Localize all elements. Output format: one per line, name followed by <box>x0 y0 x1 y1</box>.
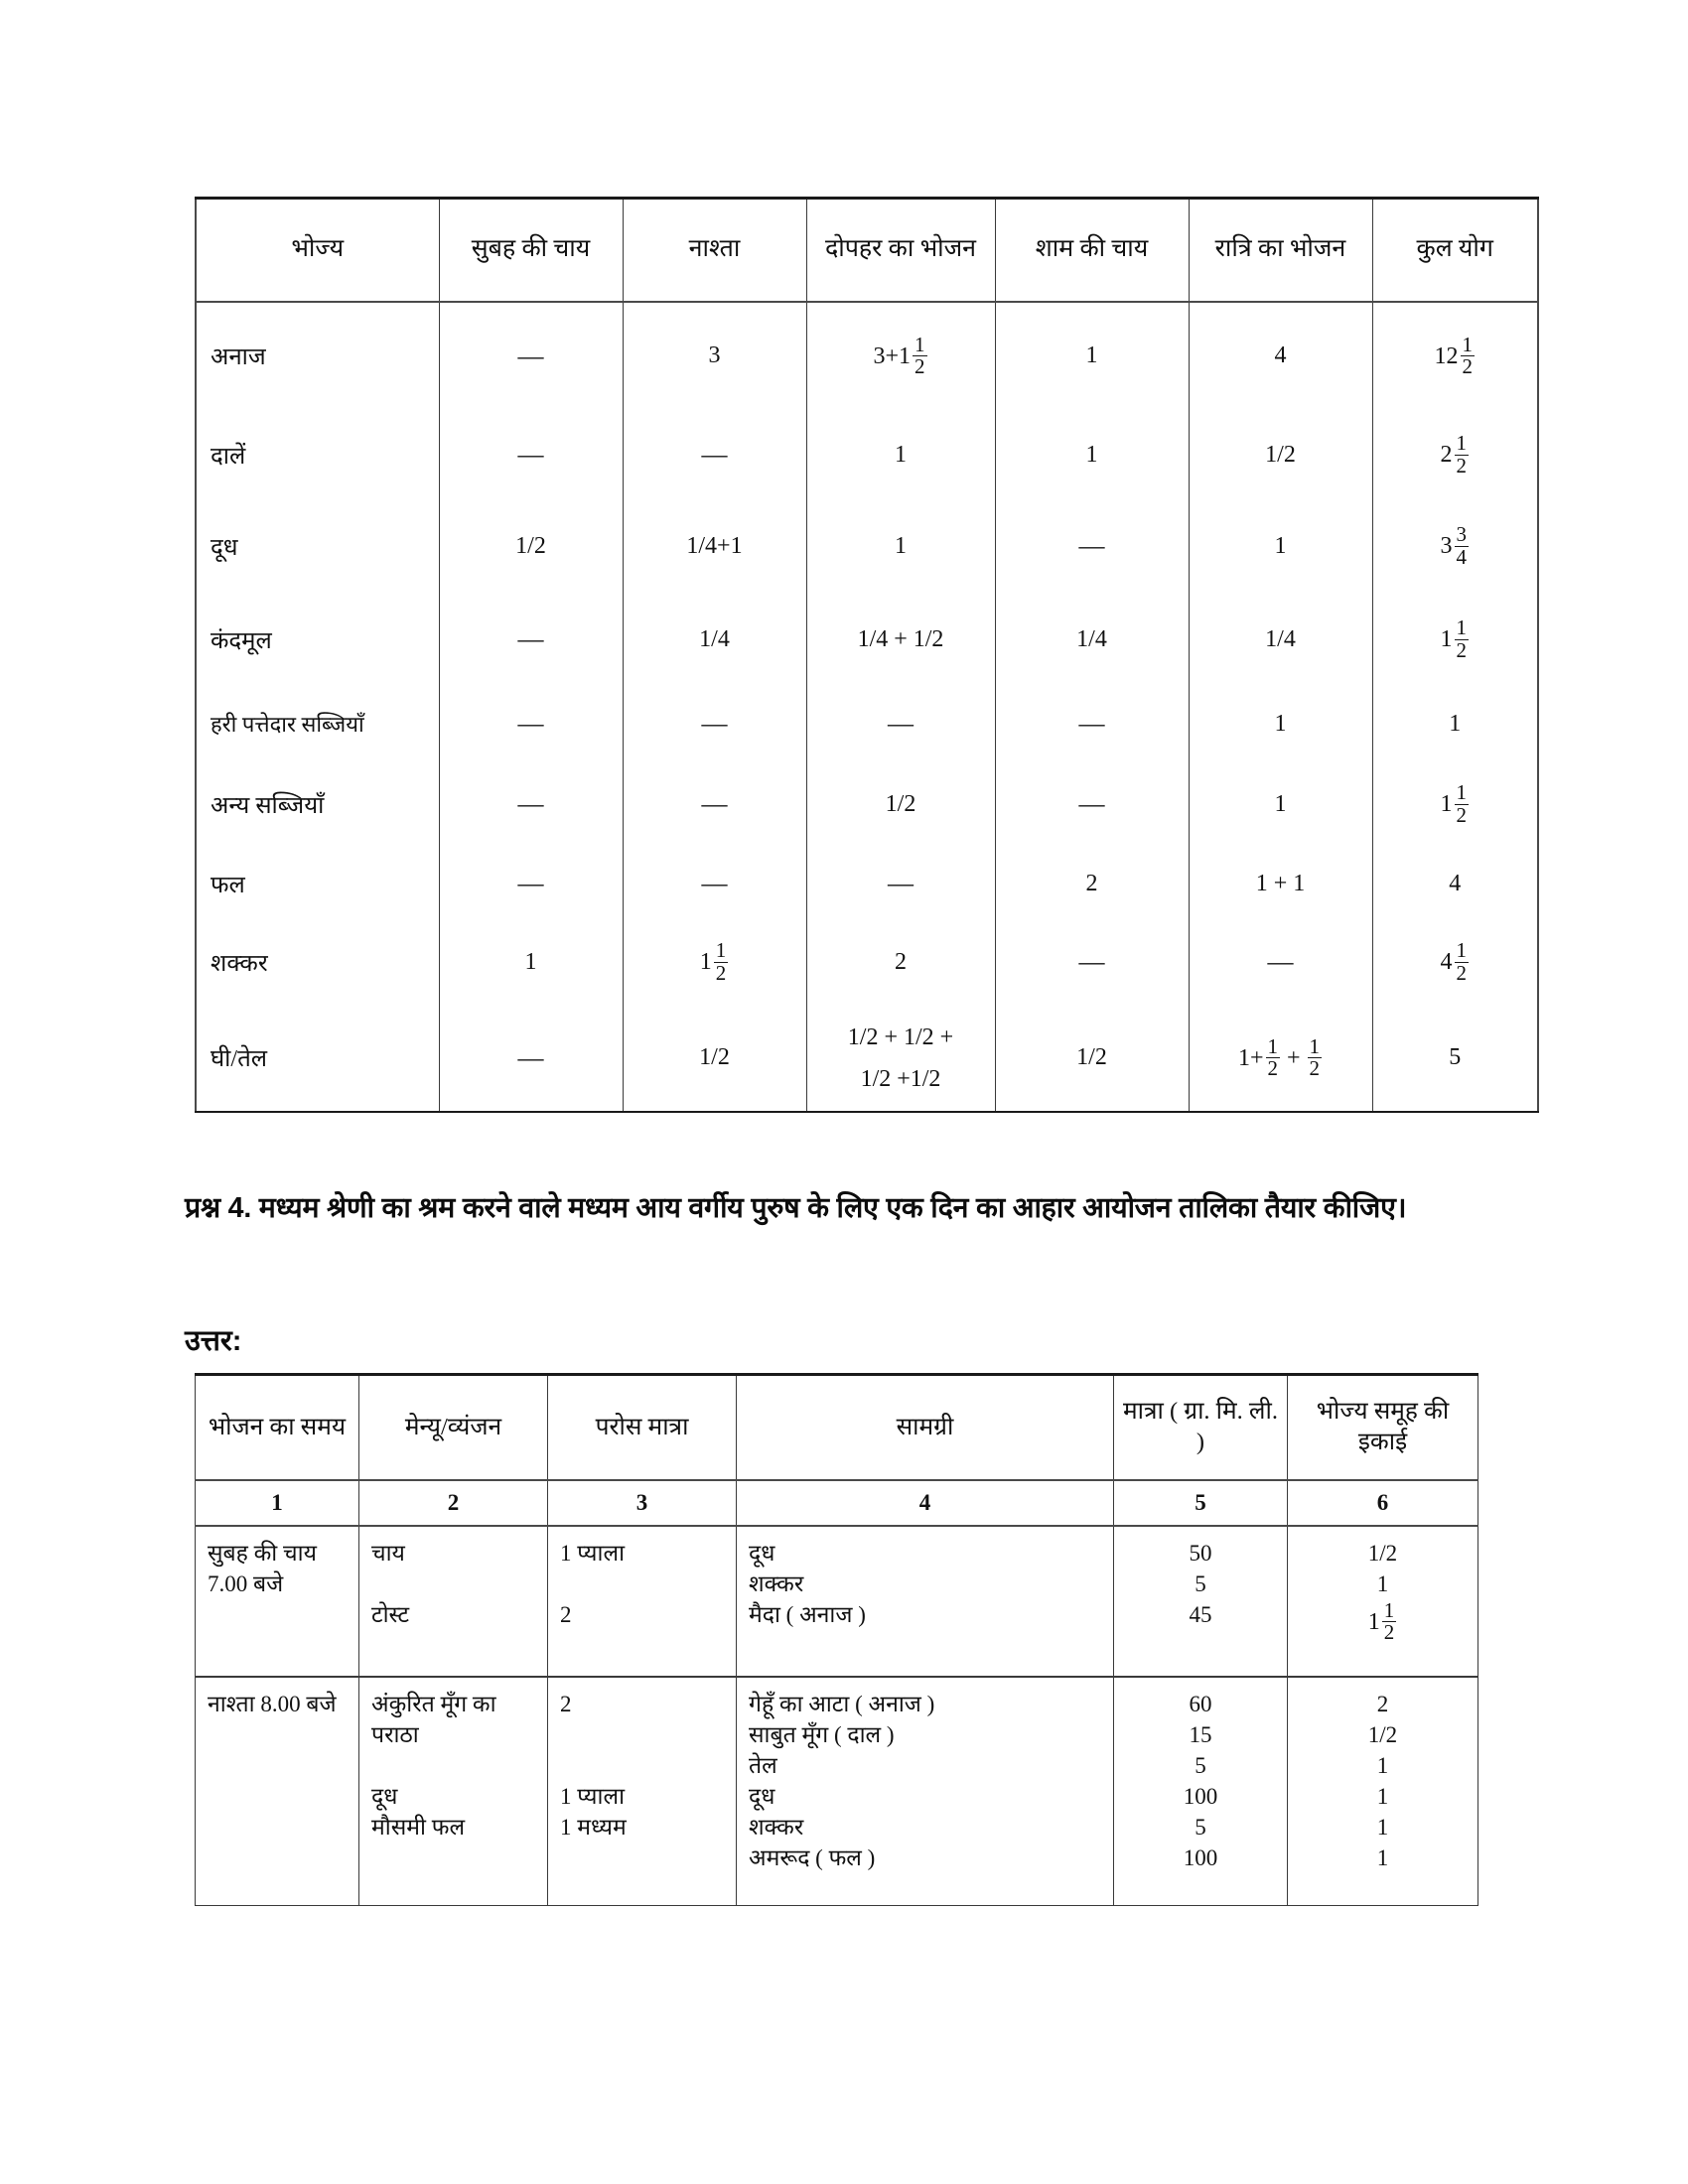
table-two-column-number-row <box>196 1480 1478 1526</box>
cell-total: 4 <box>1372 848 1538 919</box>
quantity-line: 100 <box>1183 1845 1218 1870</box>
cell-breakfast: 1/4+1 <box>623 500 806 592</box>
cell-food: दालें <box>196 409 439 500</box>
quantity-line: 15 <box>1189 1722 1212 1747</box>
serving-line-spacer <box>558 1570 736 1600</box>
cell-total: 1 $\frac{1}{2}$ <box>1372 592 1538 687</box>
cell-food: हरी पत्तेदार सब्जियाँ <box>196 687 439 760</box>
cell-food: अनाज <box>196 302 439 409</box>
serving-line: 1 मध्यम <box>560 1815 627 1840</box>
cell-menu-dish <box>359 1526 548 1677</box>
breakfast-fraction: $\frac{1}{2}$ <box>715 938 727 985</box>
meal-time-line: सुबह की चाय <box>208 1541 317 1566</box>
table-row <box>196 1526 1478 1677</box>
cell-lunch: 1 <box>806 500 995 592</box>
cell-food: घी/तेल <box>196 1005 439 1112</box>
cell-lunch <box>806 302 995 409</box>
ingredient-line: शक्कर <box>749 1815 804 1840</box>
col-header-breakfast: नाश्ता <box>623 199 806 303</box>
cell-breakfast: — <box>623 687 806 760</box>
table-row <box>196 1005 1538 1112</box>
meal-time-line: नाश्ता 8.00 बजे <box>208 1692 337 1716</box>
quantity-line: 50 <box>1189 1541 1212 1566</box>
cell-breakfast: 1/4 <box>623 592 806 687</box>
cell-menu-dish <box>359 1677 548 1905</box>
unit-line-fraction: 1 $\frac{1}{2}$ <box>1288 1600 1477 1644</box>
col-number-6: 6 <box>1288 1480 1478 1526</box>
serving-line-spacer <box>558 1751 736 1782</box>
unit-line: 1 <box>1376 1784 1389 1809</box>
table-row <box>196 500 1538 592</box>
cell-dinner: 1 <box>1189 760 1372 848</box>
table-row <box>196 919 1538 1005</box>
cell-total: 2 $\frac{1}{2}$ <box>1372 409 1538 500</box>
quantity-line: 60 <box>1189 1692 1212 1716</box>
serving-line: 2 <box>560 1692 572 1716</box>
dinner-fraction-2: $\frac{1}{2}$ <box>1309 1033 1321 1080</box>
cell-dinner: 1 + 1 <box>1189 848 1372 919</box>
table-one-header-row <box>196 199 1538 303</box>
table-two-header-row <box>196 1375 1478 1481</box>
col-header-menu-dish: मेन्यू/व्यंजन <box>359 1375 548 1481</box>
col-header-dinner: रात्रि का भोजन <box>1189 199 1372 303</box>
total-fraction: $\frac{1}{2}$ <box>1456 615 1467 662</box>
cell-morning-tea: — <box>439 1005 623 1112</box>
menu-line: अंकुरित मूँग का <box>371 1692 496 1716</box>
ingredient-line: तेल <box>749 1753 777 1778</box>
dinner-fraction-1: $\frac{1}{2}$ <box>1267 1033 1278 1080</box>
cell-dinner: 1 <box>1189 500 1372 592</box>
cell-breakfast: — <box>623 848 806 919</box>
cell-morning-tea: — <box>439 409 623 500</box>
answer-label: उत्तर: <box>185 1325 242 1357</box>
cell-evening-tea: — <box>995 919 1189 1005</box>
unit-line: 1/2 <box>1367 1541 1398 1566</box>
ingredient-line: मैदा ( अनाज ) <box>749 1602 866 1627</box>
cell-quantity <box>1114 1677 1288 1905</box>
ingredient-line: दूध <box>749 1784 775 1809</box>
food-group-distribution-table <box>195 197 1539 1113</box>
col-header-ingredients: सामग्री <box>737 1375 1114 1481</box>
cell-food: फल <box>196 848 439 919</box>
cell-evening-tea: 1 <box>995 302 1189 409</box>
cell-meal-time <box>196 1677 359 1905</box>
ingredient-line: गेहूँ का आटा ( अनाज ) <box>749 1692 935 1716</box>
col-header-serving-amount: परोस मात्रा <box>548 1375 737 1481</box>
cell-ingredients <box>737 1526 1114 1677</box>
table-row <box>196 302 1538 409</box>
cell-lunch: 1/4 + 1/2 <box>806 592 995 687</box>
cell-morning-tea: 1 <box>439 919 623 1005</box>
cell-breakfast: — <box>623 760 806 848</box>
cell-morning-tea: — <box>439 592 623 687</box>
cell-total: 12 $\frac{1}{2}$ <box>1372 302 1538 409</box>
total-fraction: $\frac{3}{4}$ <box>1456 522 1467 569</box>
diet-plan-table <box>195 1373 1478 1906</box>
cell-dinner: 1/4 <box>1189 592 1372 687</box>
cell-lunch: — <box>806 687 995 760</box>
cell-lunch: — <box>806 848 995 919</box>
table-row <box>196 687 1538 760</box>
col-header-food: भोज्य <box>196 199 439 303</box>
cell-food-group-unit <box>1288 1526 1478 1677</box>
lunch-line-2: 1/2 +1/2 <box>860 1065 941 1092</box>
cell-evening-tea: 2 <box>995 848 1189 919</box>
total-fraction: $\frac{1}{2}$ <box>1462 332 1473 378</box>
cell-morning-tea: — <box>439 760 623 848</box>
col-number-2: 2 <box>359 1480 548 1526</box>
col-header-morning-tea: सुबह की चाय <box>439 199 623 303</box>
serving-line: 1 प्याला <box>560 1784 626 1809</box>
meal-time-line: 7.00 बजे <box>208 1571 284 1596</box>
menu-line: दूध <box>371 1784 398 1809</box>
cell-food: कंदमूल <box>196 592 439 687</box>
cell-total: 3 $\frac{3}{4}$ <box>1372 500 1538 592</box>
serving-line: 2 <box>560 1602 572 1627</box>
menu-line: चाय <box>371 1541 405 1566</box>
unit-line: 1 <box>1376 1845 1389 1870</box>
cell-quantity <box>1114 1526 1288 1677</box>
cell-evening-tea: 1/2 <box>995 1005 1189 1112</box>
lunch-fraction: $\frac{1}{2}$ <box>914 332 925 378</box>
table-row <box>196 760 1538 848</box>
question-text: प्रश्न 4. मध्यम श्रेणी का श्रम करने वाले मध्यम आय वर्गीय पुरुष के लिए एक दिन का आहार आयोजन तालिका तैयार कीजिए। <box>185 1192 1407 1224</box>
lunch-line-1: 1/2 + 1/2 + <box>847 1024 954 1050</box>
cell-morning-tea: — <box>439 687 623 760</box>
cell-breakfast: 1/2 <box>623 1005 806 1112</box>
table-row <box>196 409 1538 500</box>
cell-evening-tea: — <box>995 760 1189 848</box>
quantity-line: 100 <box>1183 1784 1218 1809</box>
cell-evening-tea: 1/4 <box>995 592 1189 687</box>
lunch-prefix: 3+1 <box>873 342 912 369</box>
cell-total: 4 $\frac{1}{2}$ <box>1372 919 1538 1005</box>
cell-meal-time <box>196 1526 359 1677</box>
cell-dinner: 4 <box>1189 302 1372 409</box>
cell-total: 1 <box>1372 687 1538 760</box>
serving-line: 1 प्याला <box>560 1541 626 1566</box>
cell-dinner: 1 <box>1189 687 1372 760</box>
col-number-5: 5 <box>1114 1480 1288 1526</box>
cell-lunch: 2 <box>806 919 995 1005</box>
cell-morning-tea: — <box>439 302 623 409</box>
col-header-lunch: दोपहर का भोजन <box>806 199 995 303</box>
cell-total: 5 <box>1372 1005 1538 1112</box>
unit-line: 1 <box>1376 1815 1389 1840</box>
cell-breakfast: 3 <box>623 302 806 409</box>
quantity-line: 5 <box>1195 1571 1206 1596</box>
cell-evening-tea: — <box>995 687 1189 760</box>
total-fraction: $\frac{1}{2}$ <box>1456 938 1467 985</box>
table-row <box>196 592 1538 687</box>
cell-evening-tea: — <box>995 500 1189 592</box>
col-number-4: 4 <box>737 1480 1114 1526</box>
menu-line: मौसमी फल <box>371 1815 466 1840</box>
table-row <box>196 848 1538 919</box>
unit-line: 1 <box>1376 1753 1389 1778</box>
menu-line-spacer <box>369 1570 547 1600</box>
col-header-food-group-unit: भोज्य समूह की इकाई <box>1288 1375 1478 1481</box>
col-number-1: 1 <box>196 1480 359 1526</box>
unit-fraction: $\frac{1}{2}$ <box>1383 1598 1395 1645</box>
menu-line-spacer <box>369 1751 547 1782</box>
cell-morning-tea: — <box>439 848 623 919</box>
cell-food: शक्कर <box>196 919 439 1005</box>
ingredient-line: शक्कर <box>749 1571 804 1596</box>
cell-dinner: — <box>1189 919 1372 1005</box>
cell-lunch: 1 <box>806 409 995 500</box>
menu-line: पराठा <box>371 1722 419 1747</box>
unit-line: 2 <box>1376 1692 1389 1716</box>
cell-dinner: 1/2 <box>1189 409 1372 500</box>
cell-breakfast: — <box>623 409 806 500</box>
cell-food: अन्य सब्जियाँ <box>196 760 439 848</box>
col-header-evening-tea: शाम की चाय <box>995 199 1189 303</box>
quantity-line: 5 <box>1195 1753 1206 1778</box>
cell-lunch <box>806 1005 995 1112</box>
unit-line: 1 <box>1376 1571 1389 1596</box>
total-fraction: $\frac{1}{2}$ <box>1456 780 1467 827</box>
quantity-line: 5 <box>1195 1815 1206 1840</box>
cell-serving-amount <box>548 1677 737 1905</box>
cell-ingredients <box>737 1677 1114 1905</box>
ingredient-line: अमरूद ( फल ) <box>749 1845 876 1870</box>
quantity-line: 45 <box>1189 1602 1212 1627</box>
cell-evening-tea: 1 <box>995 409 1189 500</box>
ingredient-line: साबुत मूँग ( दाल ) <box>749 1722 895 1747</box>
unit-line: 1/2 <box>1367 1722 1398 1747</box>
col-header-meal-time: भोजन का समय <box>196 1375 359 1481</box>
cell-total: 1 $\frac{1}{2}$ <box>1372 760 1538 848</box>
col-header-total: कुल योग <box>1372 199 1538 303</box>
table-row <box>196 1677 1478 1905</box>
cell-food-group-unit <box>1288 1677 1478 1905</box>
cell-morning-tea: 1/2 <box>439 500 623 592</box>
cell-breakfast: 1 $\frac{1}{2}$ <box>623 919 806 1005</box>
cell-lunch: 1/2 <box>806 760 995 848</box>
ingredient-line: दूध <box>749 1541 775 1566</box>
col-number-3: 3 <box>548 1480 737 1526</box>
cell-dinner: 1+ $\frac{1}{2}$ + $\frac{1}{2}$ <box>1189 1005 1372 1112</box>
col-header-quantity: मात्रा ( ग्रा. मि. ली. ) <box>1114 1375 1288 1481</box>
serving-line-spacer <box>558 1720 736 1751</box>
total-fraction: $\frac{1}{2}$ <box>1456 431 1467 478</box>
cell-food: दूध <box>196 500 439 592</box>
cell-serving-amount <box>548 1526 737 1677</box>
menu-line: टोस्ट <box>371 1602 410 1627</box>
